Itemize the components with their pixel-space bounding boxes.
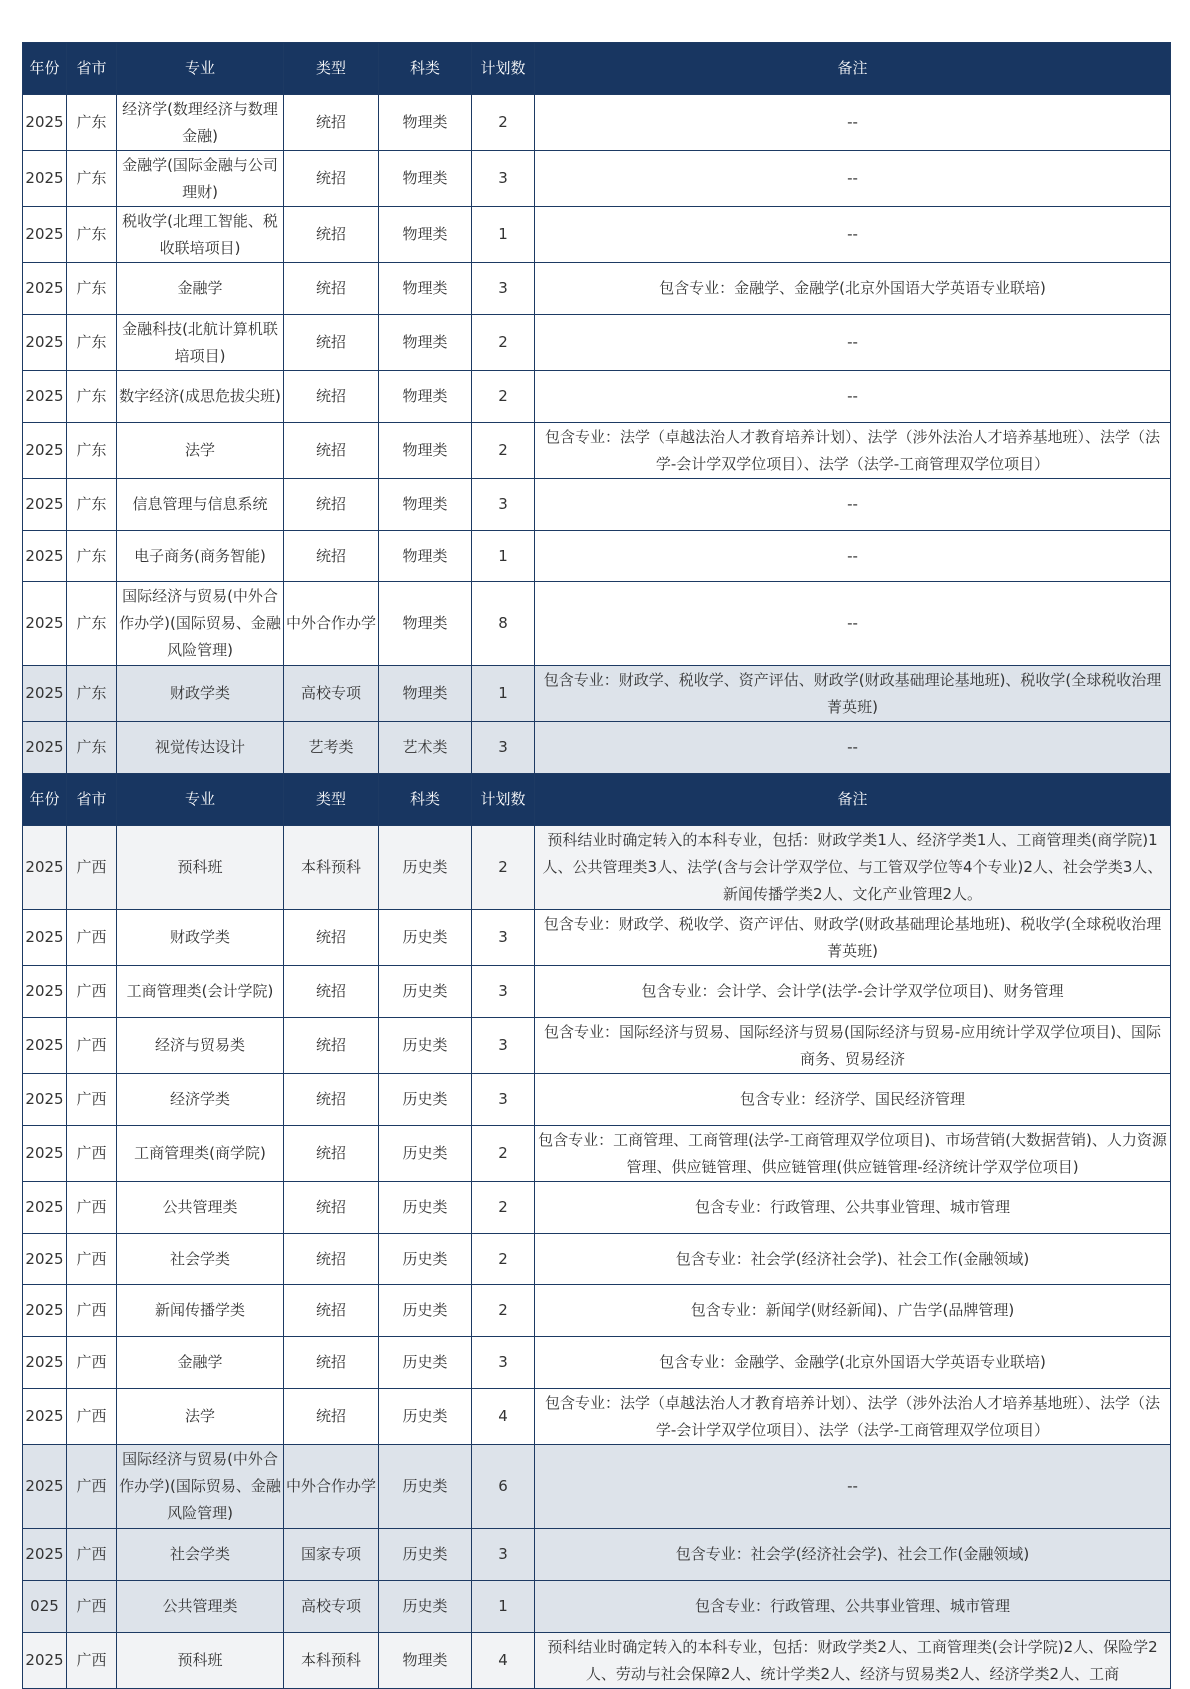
major-cell: 财政学类: [117, 910, 284, 966]
major-cell: 社会学类: [117, 1529, 284, 1581]
subject-cell: 物理类: [379, 263, 472, 315]
year-cell: 2025: [23, 826, 67, 910]
year-cell: 2025: [23, 1337, 67, 1389]
note-cell: --: [535, 371, 1171, 423]
province-cell: 广西: [67, 1581, 117, 1633]
table-row: [23, 1126, 1171, 1182]
admission-plan-table-container: [22, 42, 1170, 1689]
plan-count-cell: 3: [472, 1529, 535, 1581]
major-cell: 金融学: [117, 1337, 284, 1389]
province-cell: 广西: [67, 1182, 117, 1234]
major-cell: 金融学(国际金融与公司理财): [117, 151, 284, 207]
note-cell: 预科结业时确定转入的本科专业，包括：财政学类1人、经济学类1人、工商管理类(商学院)1人、公共管理类3人、法学(含与会计学双学位、与工管双学位等4个专业)2人、社会学类3人、新闻传播学类2人、文化产业管理2人。: [535, 826, 1171, 910]
year-cell: 025: [23, 1581, 67, 1633]
table-row: [23, 479, 1171, 531]
year-cell: 2025: [23, 1182, 67, 1234]
table-row: [23, 531, 1171, 582]
year-cell: 2025: [23, 531, 67, 582]
header-note: 备注: [535, 774, 1171, 826]
header-note: 备注: [535, 43, 1171, 95]
year-cell: 2025: [23, 1018, 67, 1074]
major-cell: 数字经济(成思危拔尖班): [117, 371, 284, 423]
year-cell: 2025: [23, 263, 67, 315]
year-cell: 2025: [23, 207, 67, 263]
subject-cell: 历史类: [379, 1182, 472, 1234]
subject-cell: 物理类: [379, 1633, 472, 1689]
plan-count-cell: 4: [472, 1633, 535, 1689]
province-cell: 广东: [67, 423, 117, 479]
header-province: 省市: [67, 774, 117, 826]
subject-cell: 历史类: [379, 1018, 472, 1074]
major-cell: 金融科技(北航计算机联培项目): [117, 315, 284, 371]
plan-count-cell: 3: [472, 1337, 535, 1389]
table-row: [23, 1074, 1171, 1126]
type-cell: 统招: [284, 1337, 379, 1389]
province-cell: 广西: [67, 1018, 117, 1074]
major-cell: 金融学: [117, 263, 284, 315]
major-cell: 电子商务(商务智能): [117, 531, 284, 582]
type-cell: 统招: [284, 263, 379, 315]
note-cell: 包含专业：法学（卓越法治人才教育培养计划）、法学（涉外法治人才培养基地班）、法学（法学-会计学双学位项目）、法学（法学-工商管理双学位项目）: [535, 423, 1171, 479]
plan-count-cell: 2: [472, 1285, 535, 1337]
major-cell: 社会学类: [117, 1234, 284, 1285]
year-cell: 2025: [23, 95, 67, 151]
plan-count-cell: 1: [472, 531, 535, 582]
subject-cell: 历史类: [379, 1285, 472, 1337]
table-header-row: [23, 774, 1171, 826]
type-cell: 统招: [284, 1389, 379, 1445]
table-row: [23, 371, 1171, 423]
note-cell: 包含专业：新闻学(财经新闻)、广告学(品牌管理): [535, 1285, 1171, 1337]
type-cell: 统招: [284, 151, 379, 207]
province-cell: 广东: [67, 582, 117, 666]
province-cell: 广东: [67, 95, 117, 151]
type-cell: 统招: [284, 910, 379, 966]
table-row: [23, 1285, 1171, 1337]
subject-cell: 物理类: [379, 151, 472, 207]
note-cell: 包含专业：行政管理、公共事业管理、城市管理: [535, 1581, 1171, 1633]
plan-count-cell: 1: [472, 666, 535, 722]
year-cell: 2025: [23, 910, 67, 966]
major-cell: 信息管理与信息系统: [117, 479, 284, 531]
major-cell: 预科班: [117, 1633, 284, 1689]
type-cell: 统招: [284, 1126, 379, 1182]
subject-cell: 历史类: [379, 910, 472, 966]
type-cell: 统招: [284, 1074, 379, 1126]
province-cell: 广西: [67, 910, 117, 966]
table-row: [23, 315, 1171, 371]
year-cell: 2025: [23, 666, 67, 722]
header-plan-count: 计划数: [472, 774, 535, 826]
header-year: 年份: [23, 43, 67, 95]
province-cell: 广东: [67, 263, 117, 315]
province-cell: 广西: [67, 1337, 117, 1389]
province-cell: 广西: [67, 1389, 117, 1445]
year-cell: 2025: [23, 582, 67, 666]
major-cell: 公共管理类: [117, 1182, 284, 1234]
note-cell: --: [535, 207, 1171, 263]
type-cell: 中外合作办学: [284, 582, 379, 666]
table-row: [23, 1234, 1171, 1285]
plan-count-cell: 2: [472, 1126, 535, 1182]
subject-cell: 物理类: [379, 207, 472, 263]
type-cell: 统招: [284, 423, 379, 479]
province-cell: 广西: [67, 1126, 117, 1182]
major-cell: 公共管理类: [117, 1581, 284, 1633]
major-cell: 国际经济与贸易(中外合作办学)(国际贸易、金融风险管理): [117, 1445, 284, 1529]
plan-count-cell: 3: [472, 1018, 535, 1074]
note-cell: 包含专业：工商管理、工商管理(法学-工商管理双学位项目)、市场营销(大数据营销)、人力资源管理、供应链管理、供应链管理(供应链管理-经济统计学双学位项目): [535, 1126, 1171, 1182]
note-cell: 包含专业：财政学、税收学、资产评估、财政学(财政基础理论基地班)、税收学(全球税收治理菁英班): [535, 910, 1171, 966]
note-cell: 包含专业：行政管理、公共事业管理、城市管理: [535, 1182, 1171, 1234]
major-cell: 工商管理类(商学院): [117, 1126, 284, 1182]
year-cell: 2025: [23, 966, 67, 1018]
major-cell: 预科班: [117, 826, 284, 910]
plan-count-cell: 8: [472, 582, 535, 666]
type-cell: 统招: [284, 95, 379, 151]
province-cell: 广西: [67, 1074, 117, 1126]
year-cell: 2025: [23, 1633, 67, 1689]
plan-count-cell: 2: [472, 1234, 535, 1285]
header-type: 类型: [284, 43, 379, 95]
type-cell: 本科预科: [284, 826, 379, 910]
plan-count-cell: 2: [472, 371, 535, 423]
table-row: [23, 1633, 1171, 1689]
table-row: [23, 1445, 1171, 1529]
subject-cell: 物理类: [379, 666, 472, 722]
year-cell: 2025: [23, 1074, 67, 1126]
major-cell: 法学: [117, 1389, 284, 1445]
plan-count-cell: 1: [472, 1581, 535, 1633]
table-row: [23, 910, 1171, 966]
type-cell: 高校专项: [284, 666, 379, 722]
subject-cell: 物理类: [379, 531, 472, 582]
plan-count-cell: 4: [472, 1389, 535, 1445]
province-cell: 广东: [67, 479, 117, 531]
subject-cell: 物理类: [379, 423, 472, 479]
plan-count-cell: 2: [472, 423, 535, 479]
province-cell: 广西: [67, 966, 117, 1018]
plan-count-cell: 2: [472, 1182, 535, 1234]
type-cell: 统招: [284, 207, 379, 263]
province-cell: 广西: [67, 1234, 117, 1285]
year-cell: 2025: [23, 151, 67, 207]
table-row: [23, 151, 1171, 207]
type-cell: 统招: [284, 371, 379, 423]
subject-cell: 历史类: [379, 826, 472, 910]
year-cell: 2025: [23, 1234, 67, 1285]
province-cell: 广东: [67, 666, 117, 722]
type-cell: 中外合作办学: [284, 1445, 379, 1529]
major-cell: 国际经济与贸易(中外合作办学)(国际贸易、金融风险管理): [117, 582, 284, 666]
major-cell: 经济学(数理经济与数理金融): [117, 95, 284, 151]
note-cell: 包含专业：国际经济与贸易、国际经济与贸易(国际经济与贸易-应用统计学双学位项目)、国际商务、贸易经济: [535, 1018, 1171, 1074]
plan-count-cell: 2: [472, 95, 535, 151]
year-cell: 2025: [23, 1126, 67, 1182]
subject-cell: 物理类: [379, 371, 472, 423]
type-cell: 统招: [284, 531, 379, 582]
year-cell: 2025: [23, 479, 67, 531]
subject-cell: 历史类: [379, 1389, 472, 1445]
province-cell: 广西: [67, 1529, 117, 1581]
type-cell: 统招: [284, 966, 379, 1018]
table-row: [23, 966, 1171, 1018]
table-row: [23, 423, 1171, 479]
table-row: [23, 263, 1171, 315]
province-cell: 广西: [67, 1445, 117, 1529]
subject-cell: 历史类: [379, 1581, 472, 1633]
year-cell: 2025: [23, 1389, 67, 1445]
subject-cell: 物理类: [379, 582, 472, 666]
header-major: 专业: [117, 43, 284, 95]
table-row: [23, 722, 1171, 774]
subject-cell: 历史类: [379, 1074, 472, 1126]
header-subject: 科类: [379, 43, 472, 95]
plan-count-cell: 3: [472, 151, 535, 207]
table-row: [23, 1182, 1171, 1234]
type-cell: 国家专项: [284, 1529, 379, 1581]
type-cell: 统招: [284, 1285, 379, 1337]
table-row: [23, 1337, 1171, 1389]
header-plan-count: 计划数: [472, 43, 535, 95]
major-cell: 新闻传播学类: [117, 1285, 284, 1337]
table-row: [23, 582, 1171, 666]
plan-count-cell: 2: [472, 315, 535, 371]
subject-cell: 历史类: [379, 1126, 472, 1182]
plan-count-cell: 3: [472, 1074, 535, 1126]
subject-cell: 物理类: [379, 479, 472, 531]
province-cell: 广东: [67, 315, 117, 371]
province-cell: 广东: [67, 371, 117, 423]
table-row: [23, 1389, 1171, 1445]
type-cell: 统招: [284, 1234, 379, 1285]
major-cell: 法学: [117, 423, 284, 479]
note-cell: 包含专业：金融学、金融学(北京外国语大学英语专业联培): [535, 263, 1171, 315]
major-cell: 税收学(北理工智能、税收联培项目): [117, 207, 284, 263]
province-cell: 广东: [67, 151, 117, 207]
type-cell: 艺考类: [284, 722, 379, 774]
major-cell: 工商管理类(会计学院): [117, 966, 284, 1018]
subject-cell: 历史类: [379, 966, 472, 1018]
note-cell: --: [535, 531, 1171, 582]
note-cell: --: [535, 151, 1171, 207]
note-cell: 包含专业：社会学(经济社会学)、社会工作(金融领域): [535, 1234, 1171, 1285]
year-cell: 2025: [23, 315, 67, 371]
header-major: 专业: [117, 774, 284, 826]
header-type: 类型: [284, 774, 379, 826]
table-row: [23, 95, 1171, 151]
note-cell: 包含专业：金融学、金融学(北京外国语大学英语专业联培): [535, 1337, 1171, 1389]
province-cell: 广东: [67, 207, 117, 263]
plan-count-cell: 6: [472, 1445, 535, 1529]
province-cell: 广东: [67, 531, 117, 582]
type-cell: 本科预科: [284, 1633, 379, 1689]
note-cell: 包含专业：会计学、会计学(法学-会计学双学位项目)、财务管理: [535, 966, 1171, 1018]
subject-cell: 历史类: [379, 1337, 472, 1389]
plan-count-cell: 3: [472, 263, 535, 315]
note-cell: --: [535, 582, 1171, 666]
table-row: [23, 1581, 1171, 1633]
year-cell: 2025: [23, 1529, 67, 1581]
type-cell: 统招: [284, 315, 379, 371]
major-cell: 财政学类: [117, 666, 284, 722]
type-cell: 统招: [284, 479, 379, 531]
subject-cell: 艺术类: [379, 722, 472, 774]
major-cell: 经济学类: [117, 1074, 284, 1126]
year-cell: 2025: [23, 1445, 67, 1529]
plan-count-cell: 3: [472, 722, 535, 774]
note-cell: 包含专业：社会学(经济社会学)、社会工作(金融领域): [535, 1529, 1171, 1581]
plan-count-cell: 3: [472, 966, 535, 1018]
note-cell: 包含专业：经济学、国民经济管理: [535, 1074, 1171, 1126]
note-cell: --: [535, 479, 1171, 531]
subject-cell: 历史类: [379, 1529, 472, 1581]
year-cell: 2025: [23, 1285, 67, 1337]
table-row: [23, 1529, 1171, 1581]
year-cell: 2025: [23, 371, 67, 423]
year-cell: 2025: [23, 722, 67, 774]
plan-count-cell: 2: [472, 826, 535, 910]
note-cell: 包含专业：法学（卓越法治人才教育培养计划）、法学（涉外法治人才培养基地班）、法学（法学-会计学双学位项目）、法学（法学-工商管理双学位项目）: [535, 1389, 1171, 1445]
year-cell: 2025: [23, 423, 67, 479]
major-cell: 经济与贸易类: [117, 1018, 284, 1074]
note-cell: --: [535, 1445, 1171, 1529]
note-cell: 预科结业时确定转入的本科专业，包括：财政学类2人、工商管理类(会计学院)2人、保险学2人、劳动与社会保障2人、统计学类2人、经济与贸易类2人、经济学类2人、工商: [535, 1633, 1171, 1689]
province-cell: 广东: [67, 722, 117, 774]
subject-cell: 物理类: [379, 95, 472, 151]
plan-count-cell: 1: [472, 207, 535, 263]
subject-cell: 历史类: [379, 1445, 472, 1529]
admission-plan-table: [22, 42, 1171, 1689]
table-header-row: [23, 43, 1171, 95]
type-cell: 高校专项: [284, 1581, 379, 1633]
plan-count-cell: 3: [472, 910, 535, 966]
subject-cell: 历史类: [379, 1234, 472, 1285]
type-cell: 统招: [284, 1182, 379, 1234]
table-row: [23, 826, 1171, 910]
header-year: 年份: [23, 774, 67, 826]
note-cell: --: [535, 95, 1171, 151]
table-row: [23, 1018, 1171, 1074]
note-cell: --: [535, 315, 1171, 371]
type-cell: 统招: [284, 1018, 379, 1074]
major-cell: 视觉传达设计: [117, 722, 284, 774]
province-cell: 广西: [67, 1633, 117, 1689]
table-row: [23, 666, 1171, 722]
note-cell: 包含专业：财政学、税收学、资产评估、财政学(财政基础理论基地班)、税收学(全球税收治理菁英班): [535, 666, 1171, 722]
plan-count-cell: 3: [472, 479, 535, 531]
subject-cell: 物理类: [379, 315, 472, 371]
table-row: [23, 207, 1171, 263]
note-cell: --: [535, 722, 1171, 774]
province-cell: 广西: [67, 826, 117, 910]
header-province: 省市: [67, 43, 117, 95]
header-subject: 科类: [379, 774, 472, 826]
province-cell: 广西: [67, 1285, 117, 1337]
